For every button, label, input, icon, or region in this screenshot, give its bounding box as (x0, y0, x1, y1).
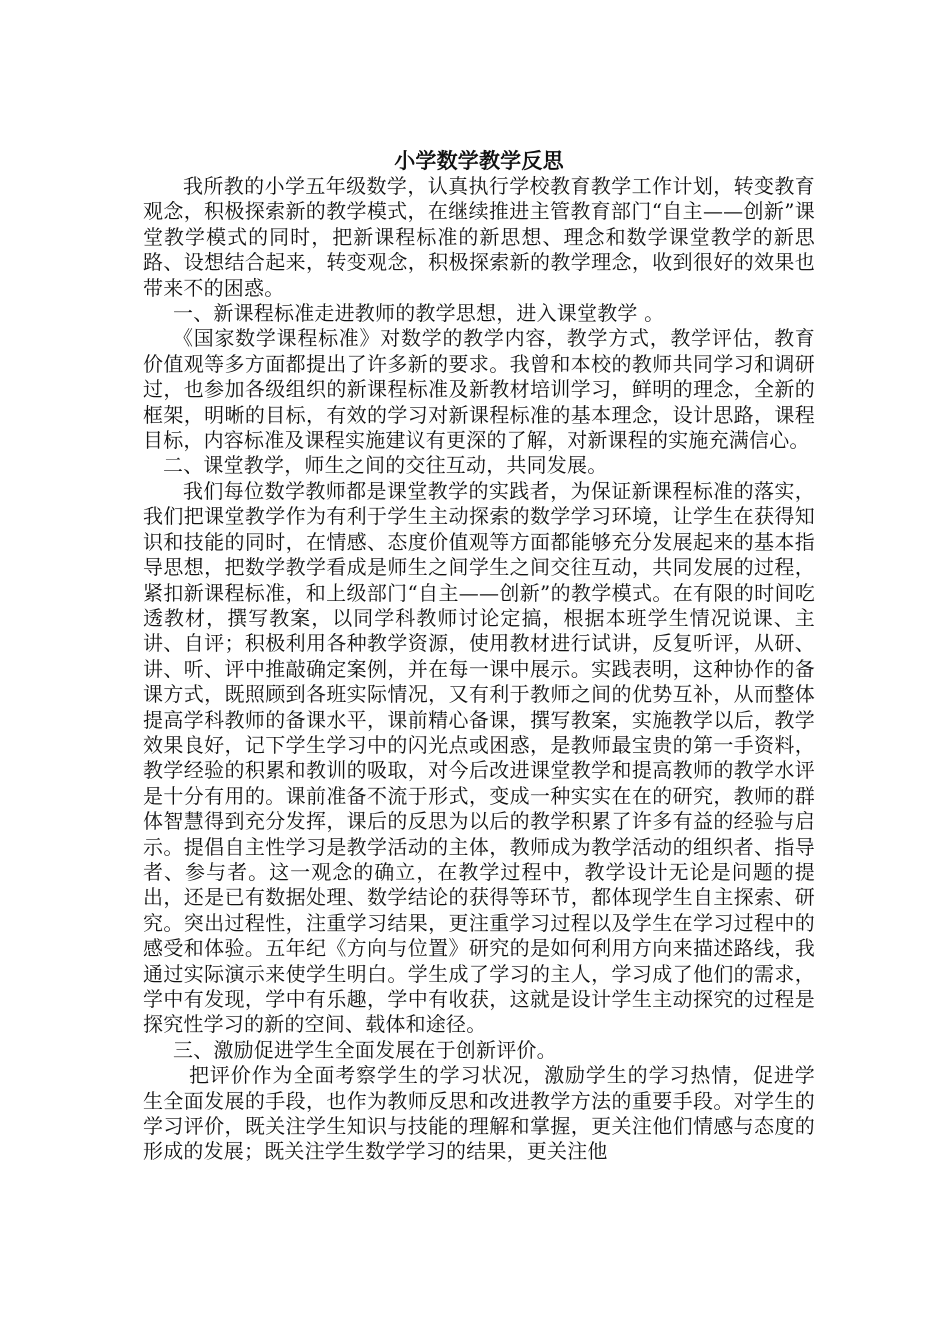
intro-paragraph: 我所教的小学五年级数学，认真执行学校教育教学工作计划，转变教育观念，积极探索新的教学模式，在继续推进主管教育部门“自主——创新”课堂教学模式的同时，把新课程标准的新思想、理念和数学课堂教学的新思路、设想结合起来，转变观念，积极探索新的教学理念，收到很好的效果也带来不的困惑。 (143, 174, 815, 300)
section-1-heading: 一、新课程标准走进教师的教学思想，进入课堂教学 。 (173, 301, 665, 326)
document-page (143, 148, 815, 1165)
section-2-paragraph: 我们每位数学教师都是课堂教学的实践者，为保证新课程标准的落实，我们把课堂教学作为有利于学生主动探索的数学学习环境，让学生在获得知识和技能的同时，在情感、态度价值观等方面都能够充分发展起来的基本指导思想，把数学教学看成是师生之间学生之间交往互动，共同发展的过程，紧扣新课程标准，和上级部门“自主——创新”的教学模式。在有限的时间吃透教材，撰写教案，以同学科教师讨论定搞，根据本班学生情况说课、主讲、自评；积极利用各种教学资源，使用教材进行试讲，反复听评，从研、讲、听、评中推敲确定案例，并在每一课中展示。实践表明，这种协作的备课方式，既照顾到各班实际情况，又有利于教师之间的优势互补，从而整体提高学科教师的备课水平，课前精心备课，撰写教案，实施教学以后，教学效果良好，记下学生学习中的闪光点或困惑，是教师最宝贵的第一手资料，教学经验的积累和教训的吸取，对今后改进课堂教学和提高教师的教学水评是十分有用的。课前准备不流于形式，变成一种实实在在的研究，教师的群体智慧得到充分发挥，课后的反思为以后的教学积累了许多有益的经验与启示。提倡自主性学习是教学活动的主体，教师成为教学活动的组织者、指导者、参与者。这一观念的确立，在教学过程中，教学设计无论是问题的提出，还是已有数据处理、数学结论的获得等环节，都体现学生自主探索、研究。突出过程性，注重学习结果，更注重学习过程以及学生在学习过程中的感受和体验。五年纪《方向与位置》研究的是如何利用方向来描述路线，我通过实际演示来使学生明白。学生成了学习的主人，学习成了他们的需求，学中有发现，学中有乐趣，学中有收获，这就是设计学生主动探究的过程是探究性学习的新的空间、载体和途径。 (143, 478, 815, 1037)
section-3-heading: 三、激励促进学生全面发展在于创新评价。 (173, 1037, 557, 1062)
document-title: 小学数学教学反思 (394, 148, 564, 173)
section-3-paragraph: 把评价作为全面考察学生的学习状况，激励学生的学习热情，促进学生全面发展的手段，也作为教师反思和改进教学方法的重要手段。对学生的学习评价，既关注学生知识与技能的理解和掌握，更关注他们情感与态度的形成的发展；既关注学生数学学习的结果，更关注他 (143, 1063, 815, 1164)
section-2-heading: 二、课堂教学，师生之间的交往互动，共同发展。 (163, 453, 608, 478)
section-1-paragraph: 《国家数学课程标准》对数学的教学内容，教学方式，教学评估，教育价值观等多方面都提出了许多新的要求。我曾和本校的教师共同学习和调研过，也参加各级组织的新课程标准及新教材培训学习，鲜明的理念，全新的框架，明晰的目标，有效的学习对新课程标准的基本理念，设计思路，课程目标，内容标准及课程实施建议有更深的了解，对新课程的实施充满信心。 (143, 326, 815, 453)
